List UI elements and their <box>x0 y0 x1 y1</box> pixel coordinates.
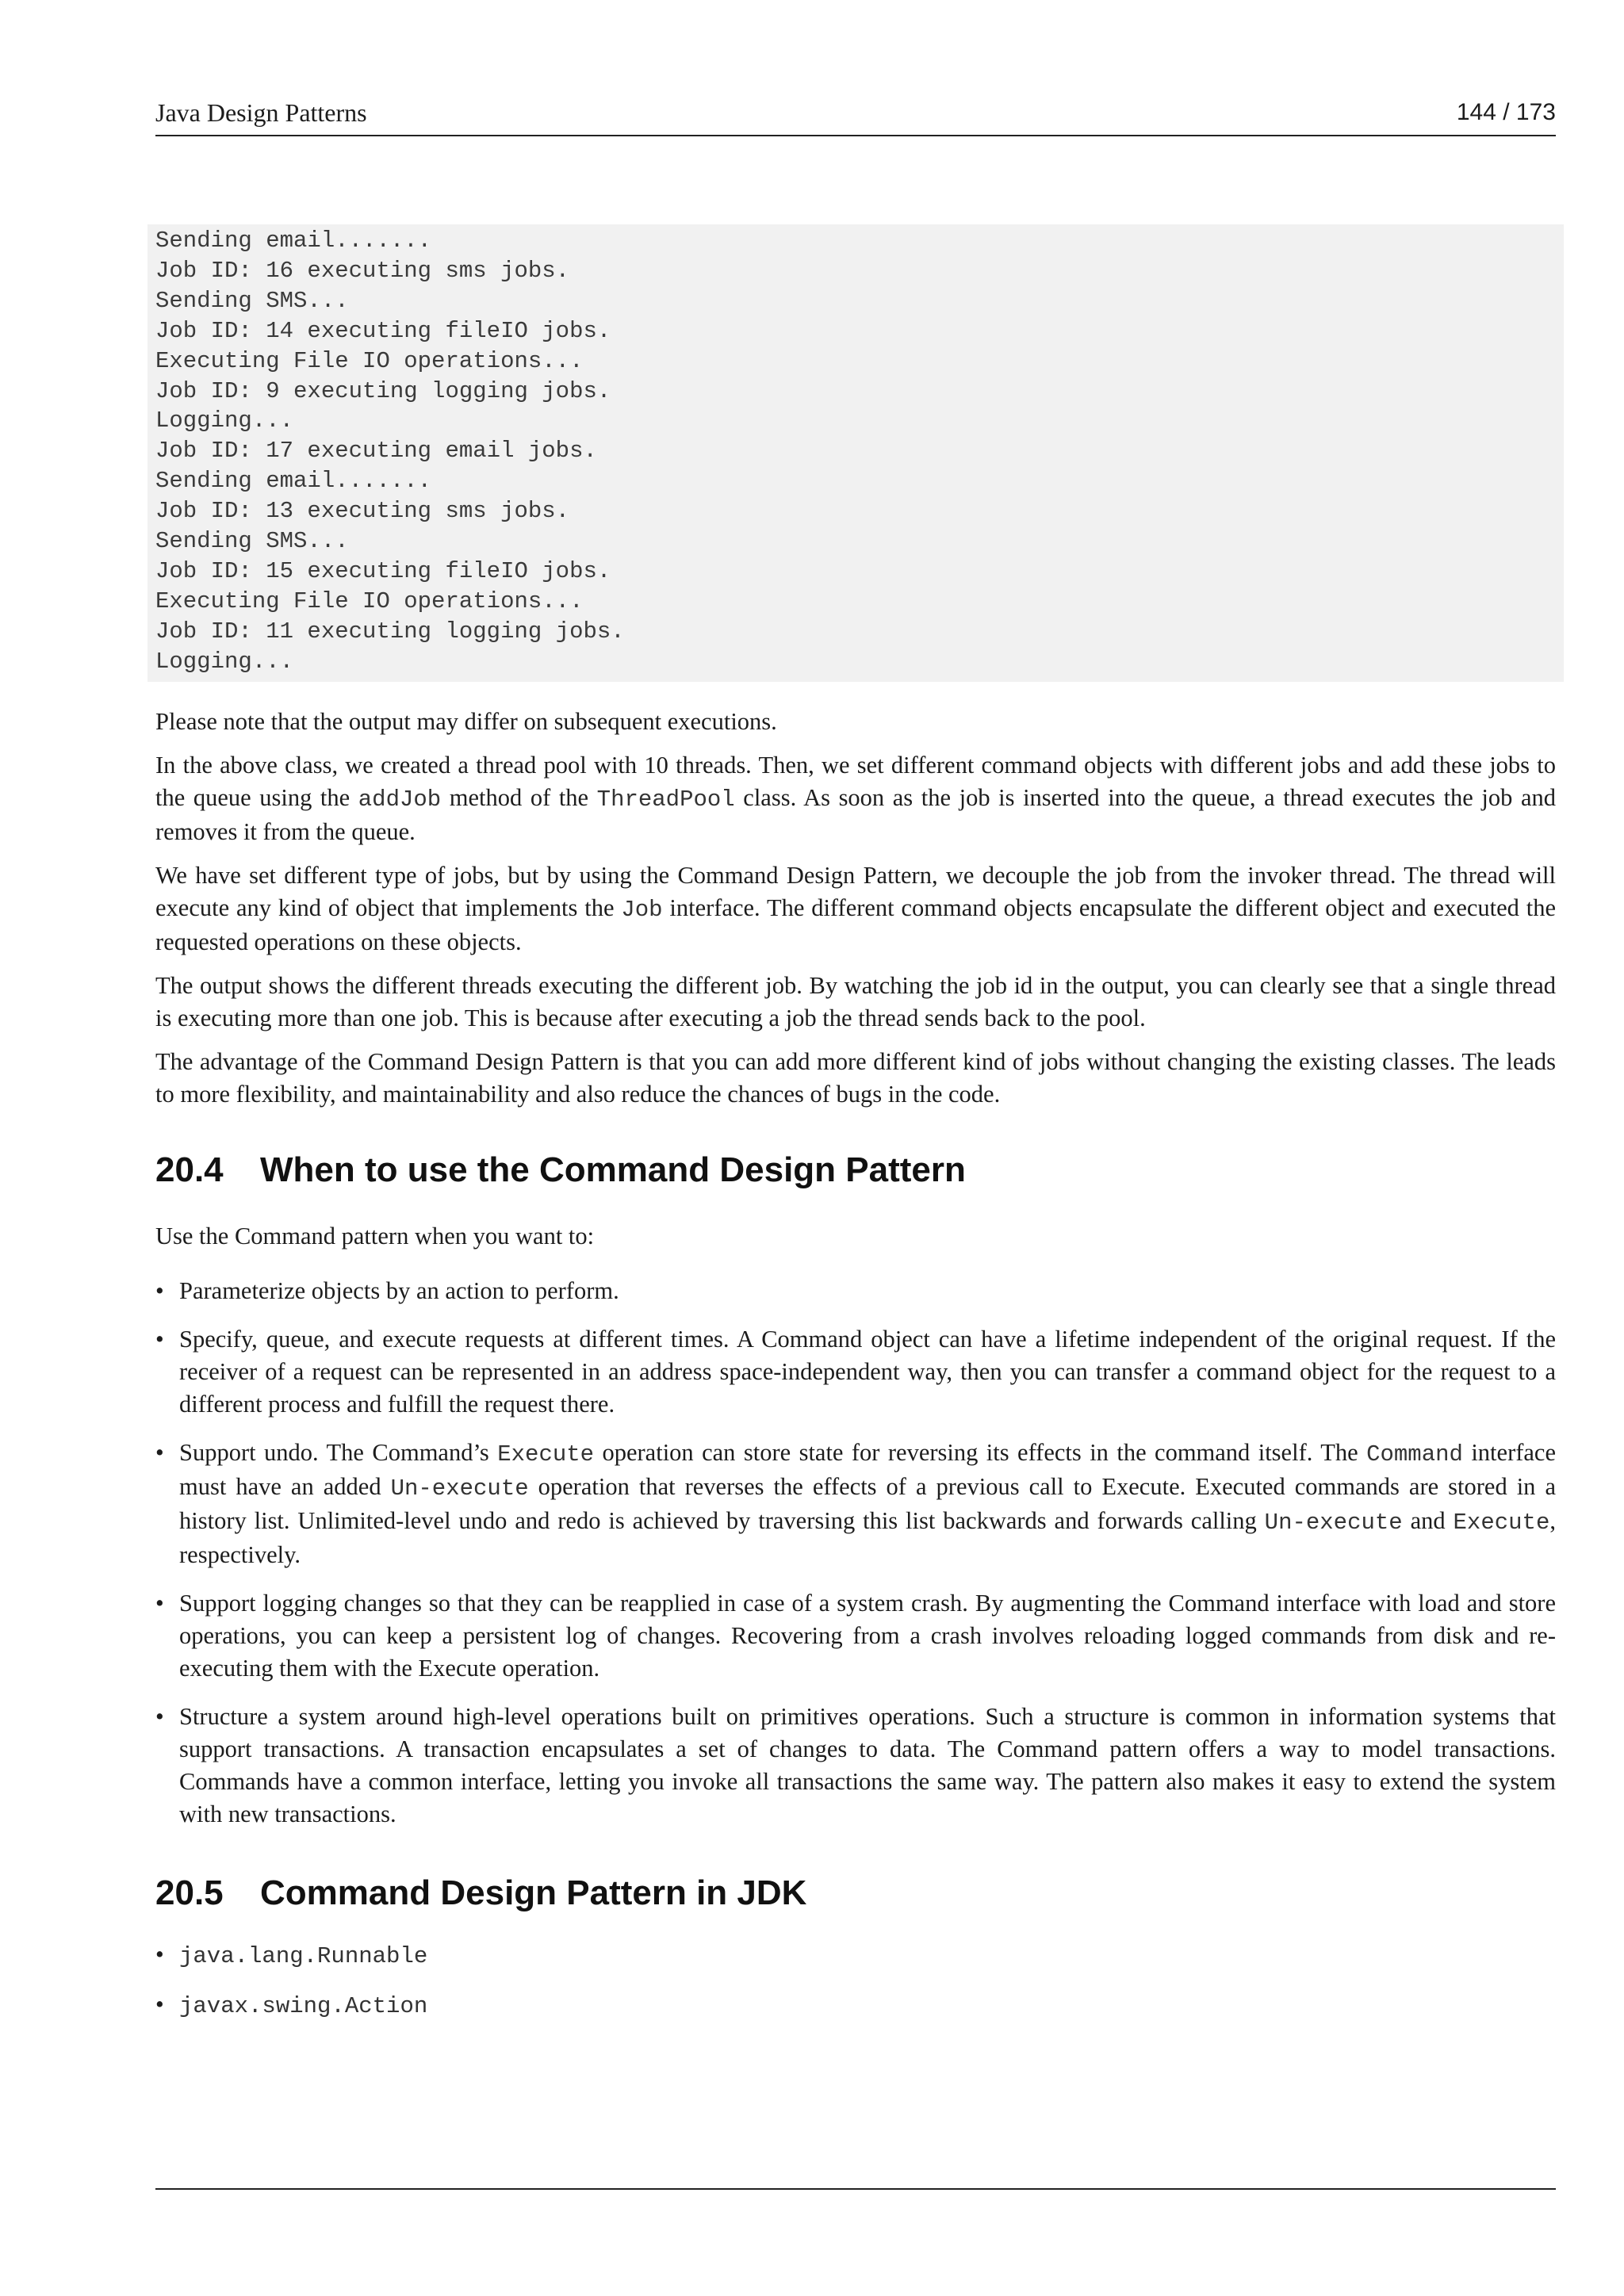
list-item <box>155 1938 1556 1973</box>
usage-list <box>155 1275 1556 1831</box>
inline-code: Un-execute <box>1264 1510 1403 1536</box>
footer-rule <box>155 2188 1556 2190</box>
code-line: Job ID: 15 executing fileIO jobs. <box>155 557 611 584</box>
code-line: Sending email....... <box>155 228 432 254</box>
code-line: Job ID: 9 executing logging jobs. <box>155 377 611 404</box>
jdk-examples-list <box>155 1938 1556 2022</box>
section-heading-20-4: 20.4 When to use the Command Design Pattern <box>155 1150 966 1189</box>
paragraph-output-note: Please note that the output may differ on subsequent executions. <box>155 708 777 735</box>
code-line: Sending email....... <box>155 468 432 495</box>
inline-code: Un-execute <box>390 1475 529 1502</box>
list-item: • Support logging changes so that they can be reapplied in case of a system crash. By augmenting the Command interface with load and store operations, you can keep a persistent log of changes. Recovering from a crash involves reloading logged commands from disk and re-executing them with the Execute operation. <box>155 1587 1556 1685</box>
inline-code: addJob <box>358 786 442 813</box>
inline-code: javax.swing.Action <box>179 1993 428 2019</box>
page-number: 144 / 173 <box>1456 99 1556 125</box>
code-line: Job ID: 16 executing sms jobs. <box>155 257 570 284</box>
code-line: Job ID: 17 executing email jobs. <box>155 438 597 465</box>
inline-code: Execute <box>1453 1510 1550 1536</box>
list-item: • Parameterize objects by an action to perform. <box>155 1275 1556 1307</box>
section-intro: Use the Command pattern when you want to: <box>155 1223 595 1249</box>
paragraph-thread-pool: In the above class, we created a thread pool with 10 threads. Then, we set different command objects with different jobs and add these jobs to the queue using the addJob method of the ThreadPool class. As soon as the job is inserted into the queue, a thread executes the job and removes it from the queue. <box>155 752 1556 845</box>
console-output-block <box>147 224 1564 682</box>
list-item: • Specify, queue, and execute requests at different times. A Command object can have a lifetime independent of the original request. If the receiver of a request can be represented in an address space-independent way, then you can transfer a command object for the request to a different process and fulfill the request there. <box>155 1323 1556 1421</box>
inline-code: Command <box>1366 1441 1463 1468</box>
inline-code: Execute <box>497 1441 595 1468</box>
paragraph-advantage: The advantage of the Command Design Pattern is that you can add more different kind of jobs without changing the existing classes. The leads to more flexibility, and maintainability and also reduce the chances of bugs in the code. <box>155 1048 1556 1108</box>
list-item: • Support undo. The Command’s Execute operation can store state for reversing its effects in the command itself. The Command interface must have an added Un-execute operation that reverses the effects of a previous call to Execute. Executed commands are stored in a history list. Unlimited-level undo and redo is achieved by traversing this list backwards and forwards calling Un-execute and Execute, respectively. <box>155 1437 1556 1571</box>
paragraph-decouple: We have set different type of jobs, but by using the Command Design Pattern, we decouple the job from the invoker thread. The thread will execute any kind of object that implements the Job interface. The different command objects encapsulate the different object and executed the requested operations on these objects. <box>155 862 1556 955</box>
list-item: • Structure a system around high-level operations built on primitives operations. Such a structure is common in information systems that support transactions. A transaction encapsulates a set of changes to data. The Command pattern offers a way to model transactions. Commands have a common interface, letting you invoke all transactions the same way. The pattern also makes it easy to extend the system with new transactions. <box>155 1701 1556 1831</box>
inline-code: java.lang.Runnable <box>179 1943 428 1969</box>
code-line: Logging... <box>155 408 294 434</box>
inline-code: Job <box>621 897 663 923</box>
code-line: Job ID: 11 executing logging jobs. <box>155 618 625 645</box>
code-line: Job ID: 14 executing fileIO jobs. <box>155 317 611 344</box>
section-heading-20-5: 20.5 Command Design Pattern in JDK <box>155 1873 807 1912</box>
code-line: Executing File IO operations... <box>155 587 584 614</box>
main-content <box>155 706 1556 2038</box>
document-page <box>155 0 1556 2296</box>
list-item <box>155 1988 1556 2022</box>
running-header <box>155 97 1556 136</box>
code-line: Executing File IO operations... <box>155 347 584 374</box>
code-line: Job ID: 13 executing sms jobs. <box>155 498 570 525</box>
paragraph-output-explanation: The output shows the different threads executing the different job. By watching the job id in the output, you can clearly see that a single thread is executing more than one job. This is because after executing a job the thread sends back to the pool. <box>155 972 1556 1031</box>
code-line: Sending SMS... <box>155 287 349 314</box>
inline-code: ThreadPool <box>596 786 735 813</box>
code-line: Logging... <box>155 648 294 675</box>
code-line: Sending SMS... <box>155 528 349 555</box>
book-title: Java Design Patterns <box>155 98 367 127</box>
